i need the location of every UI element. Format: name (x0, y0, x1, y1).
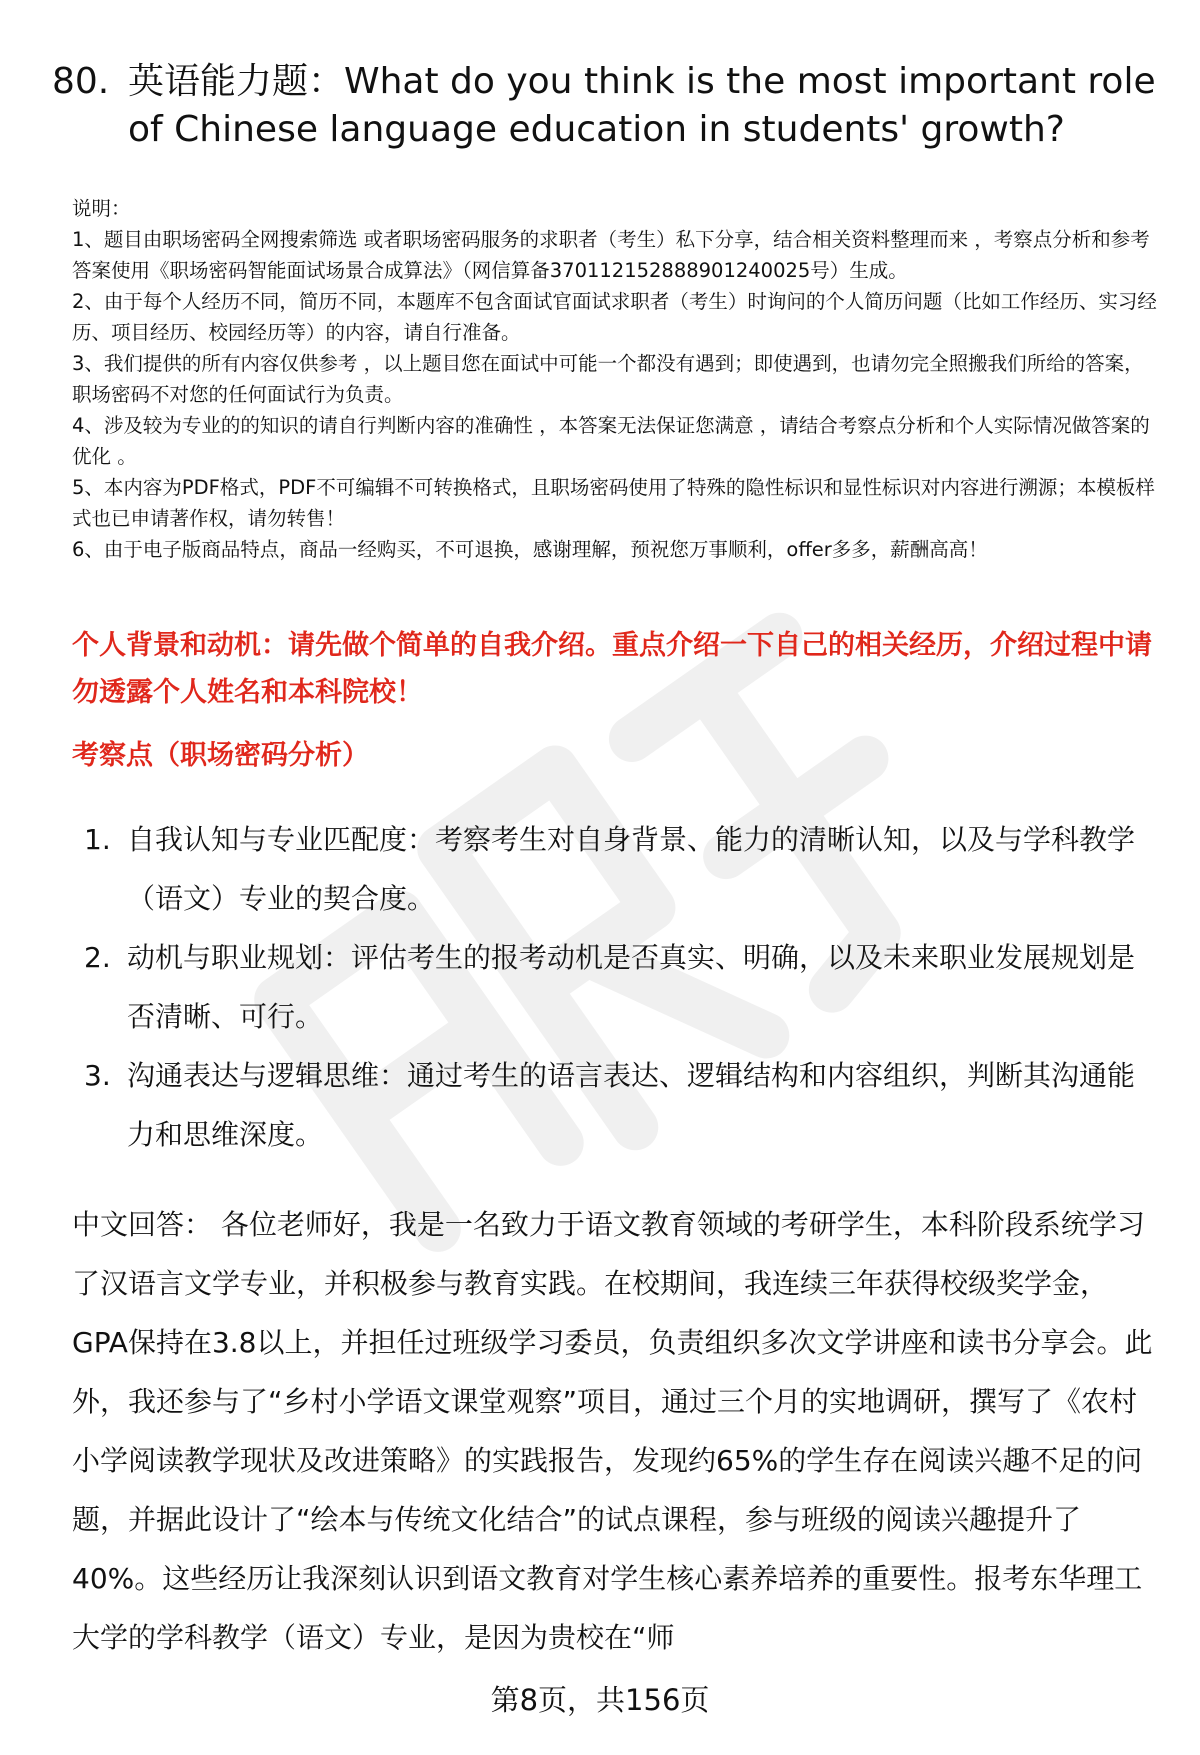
question-title (52, 58, 1162, 154)
analysis-heading: 考察点（职场密码分析） (72, 740, 369, 771)
question-text: 英语能力题：What do you think is the most important role of Chinese language education in students' growth? (128, 61, 1156, 150)
notes-heading: 说明： (72, 197, 131, 220)
point-text: 动机与职业规划：评估考生的报考动机是否真实、明确，以及未来职业发展规划是否清晰、可行。 (127, 941, 1136, 1033)
page-footer: 第8页，共156页 (490, 1683, 710, 1717)
point-number: 2. (84, 941, 111, 974)
point-text: 沟通表达与逻辑思维：通过考生的语言表达、逻辑结构和内容组织，判断其沟通能力和思维深度。 (127, 1059, 1136, 1151)
notes-section (72, 193, 1162, 565)
chinese-answer: 中文回答： 各位老师好，我是一名致力于语文教育领域的考研学生，本科阶段系统学习了汉语言文学专业，并积极参与教育实践。在校期间，我连续三年获得校级奖学金，GPA保持在3.8以上，并担任过班级学习委员，负责组织多次文学讲座和读书分享会。此外，我还参与了“乡村小学语文课堂观察”项目，通过三个月的实地调研，撰写了《农村小学阅读教学现状及改进策略》的实践报告，发现约65%的学生存在阅读兴趣不足的问题，并据此设计了“绘本与传统文化结合”的试点课程，参与班级的阅读兴趣提升了40%。这些经历让我深刻认识到语文教育对学生核心素养培养的重要性。报考东华理工大学的学科教学（语文）专业，是因为贵校在“师 (72, 1208, 1153, 1654)
note-item: 2、由于每个人经历不同，简历不同，本题库不包含面试官面试求职者（考生）时询问的个人简历问题（比如工作经历、实习经历、项目经历、校园经历等）的内容，请自行准备。 (72, 290, 1157, 344)
question-number: 80. (52, 61, 110, 102)
point-number: 3. (84, 1059, 111, 1092)
note-item: 1、题目由职场密码全网搜索筛选 或者职场密码服务的求职者（考生）私下分享，结合相关资料整理而来 ，考察点分析和参考答案使用《职场密码智能面试场景合成算法》（网信算备370112152888901240025号）生成。 (72, 228, 1150, 282)
point-number: 1. (84, 823, 111, 856)
analysis-point (72, 810, 1162, 928)
point-text: 自我认知与专业匹配度：考察考生对自身背景、能力的清晰认知，以及与学科教学（语文）专业的契合度。 (127, 823, 1136, 915)
note-item: 6、由于电子版商品特点，商品一经购买，不可退换，感谢理解，预祝您万事顺利，offer多多，薪酬高高！ (72, 538, 988, 561)
analysis-point (72, 928, 1162, 1046)
note-item: 3、我们提供的所有内容仅供参考 ，以上题目您在面试中可能一个都没有遇到；即使遇到，也请勿完全照搬我们所给的答案，职场密码不对您的任何面试行为负责。 (72, 352, 1144, 406)
interview-prompt: 个人背景和动机：请先做个简单的自我介绍。重点介绍一下自己的相关经历，介绍过程中请勿透露个人姓名和本科院校！ (72, 630, 1152, 708)
analysis-point (72, 1046, 1162, 1164)
note-item: 5、本内容为PDF格式，PDF不可编辑不可转换格式，且职场密码使用了特殊的隐性标识和显性标识对内容进行溯源；本模板样式也已申请著作权，请勿转售！ (72, 476, 1155, 530)
note-item: 4、涉及较为专业的的知识的请自行判断内容的准确性 ，本答案无法保证您满意 ，请结合考察点分析和个人实际情况做答案的优化 。 (72, 414, 1150, 468)
analysis-points (72, 810, 1162, 1164)
